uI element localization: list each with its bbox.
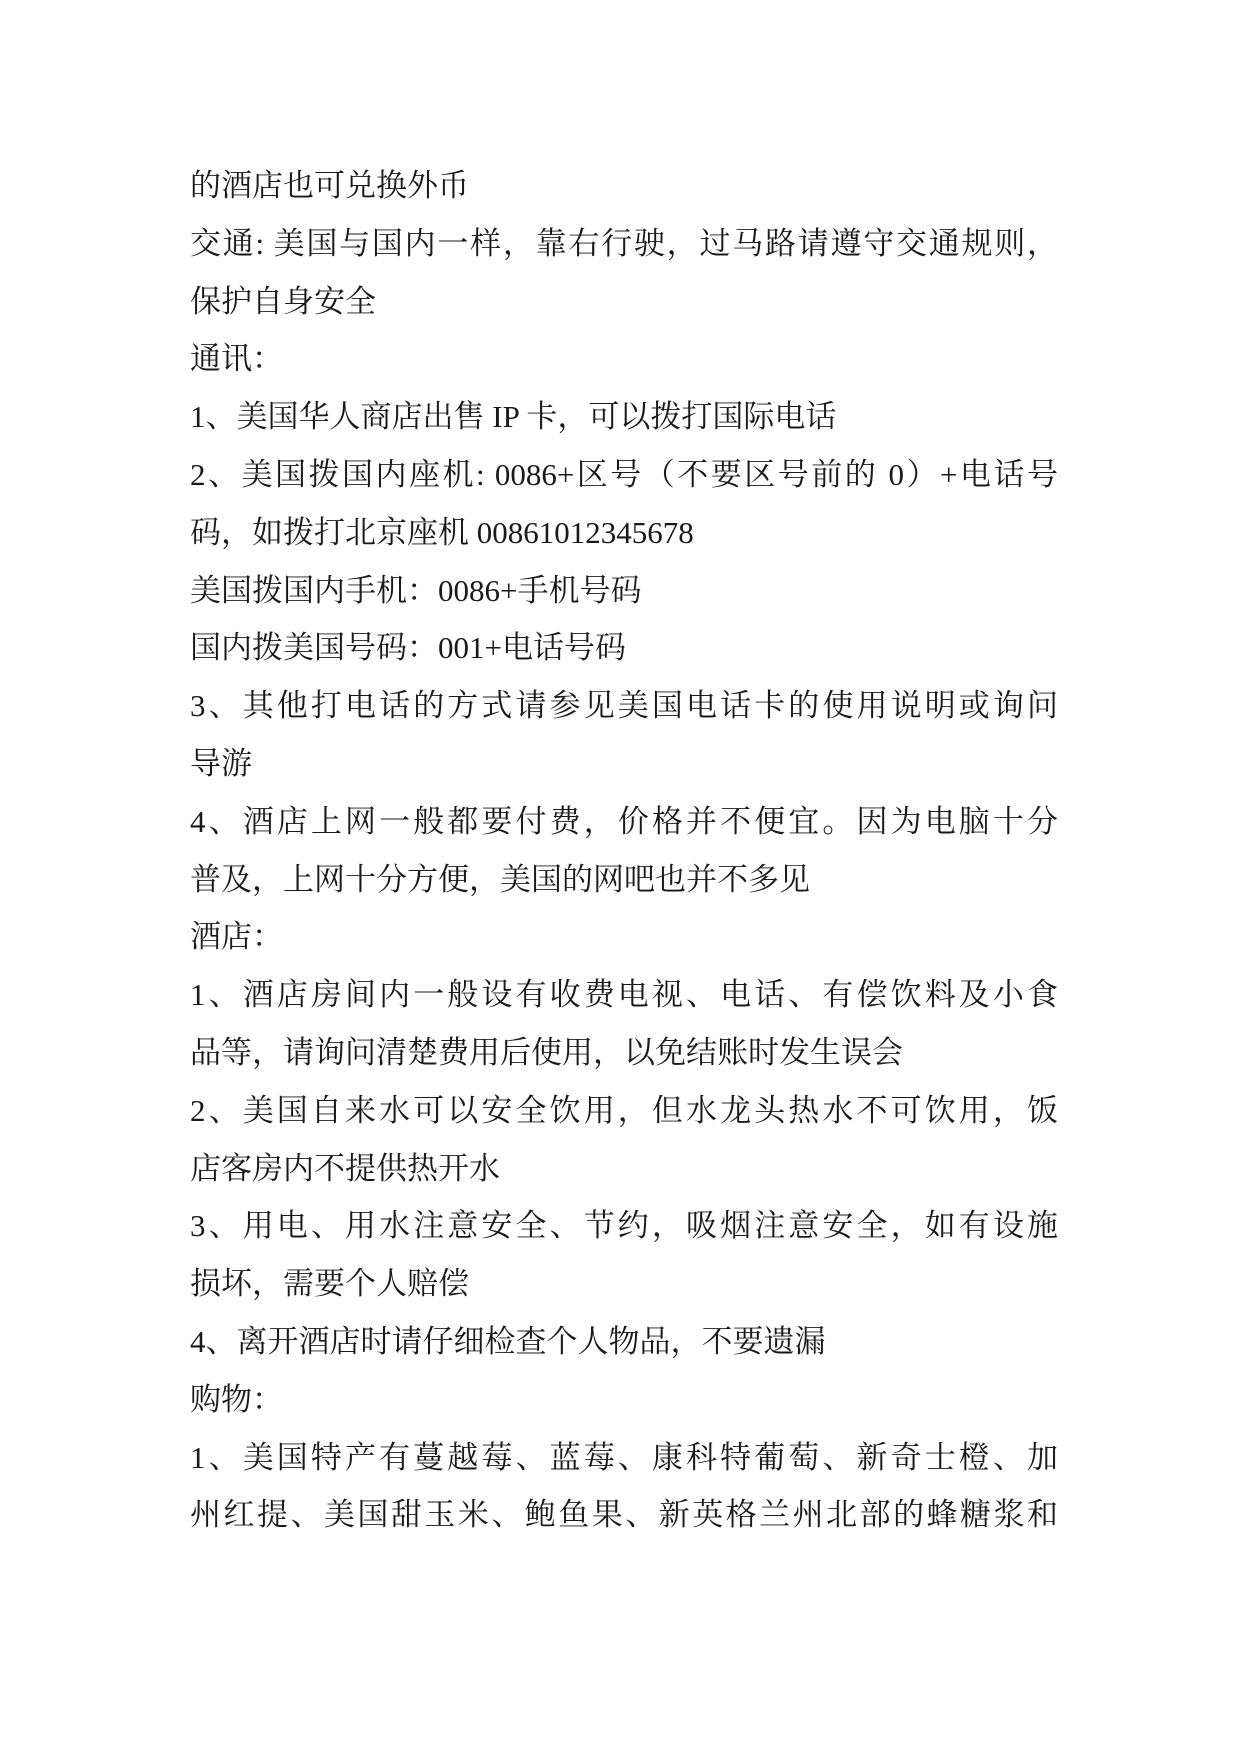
text-line: 店客房内不提供热开水	[190, 1150, 500, 1186]
text-line: 品等，请询问清楚费用后使用，以免结账时发生误会	[190, 1034, 903, 1070]
text-line: 导游	[190, 745, 252, 781]
text-line: 交通: 美国与国内一样，靠右行驶，过马路请遵守交通规则，	[190, 225, 1058, 261]
text-line: 保护自身安全	[190, 283, 376, 319]
text-line: 的酒店也可兑换外币	[190, 168, 469, 203]
text-line: 1、酒店房间内一般设有收费电视、电话、有偿饮料及小食	[190, 977, 1058, 1013]
text-line: 1、美国华人商店出售 IP 卡，可以拨打国际电话	[190, 399, 837, 435]
text-line: 通讯：	[190, 341, 283, 377]
text-line: 3、用电、用水注意安全、节约，吸烟注意安全，如有设施	[190, 1208, 1058, 1244]
text-line: 普及，上网十分方便，美国的网吧也并不多见	[190, 861, 810, 897]
document-text-block	[190, 157, 1058, 1544]
text-line: 损坏，需要个人赔偿	[190, 1266, 469, 1302]
text-line: 州红提、美国甜玉米、鲍鱼果、新英格兰州北部的蜂糖浆和	[190, 1497, 1058, 1533]
text-line: 3、其他打电话的方式请参见美国电话卡的使用说明或询问	[190, 688, 1058, 724]
text-line: 2、美国自来水可以安全饮用，但水龙头热水不可饮用，饭	[190, 1092, 1058, 1128]
text-line: 1、美国特产有蔓越莓、蓝莓、康科特葡萄、新奇士橙、加	[190, 1439, 1058, 1475]
text-line: 美国拨国内手机：0086+手机号码	[190, 572, 642, 608]
text-line: 2、美国拨国内座机: 0086+区号（不要区号前的 0）+电话号	[190, 456, 1058, 492]
text-line: 酒店：	[190, 919, 283, 955]
text-line: 4、离开酒店时请仔细检查个人物品，不要遗漏	[190, 1323, 826, 1359]
text-line: 4、酒店上网一般都要付费，价格并不便宜。因为电脑十分	[190, 803, 1058, 839]
text-line: 国内拨美国号码：001+电话号码	[190, 630, 626, 666]
text-line: 购物：	[190, 1381, 283, 1417]
text-line: 码，如拨打北京座机 00861012345678	[190, 514, 694, 550]
